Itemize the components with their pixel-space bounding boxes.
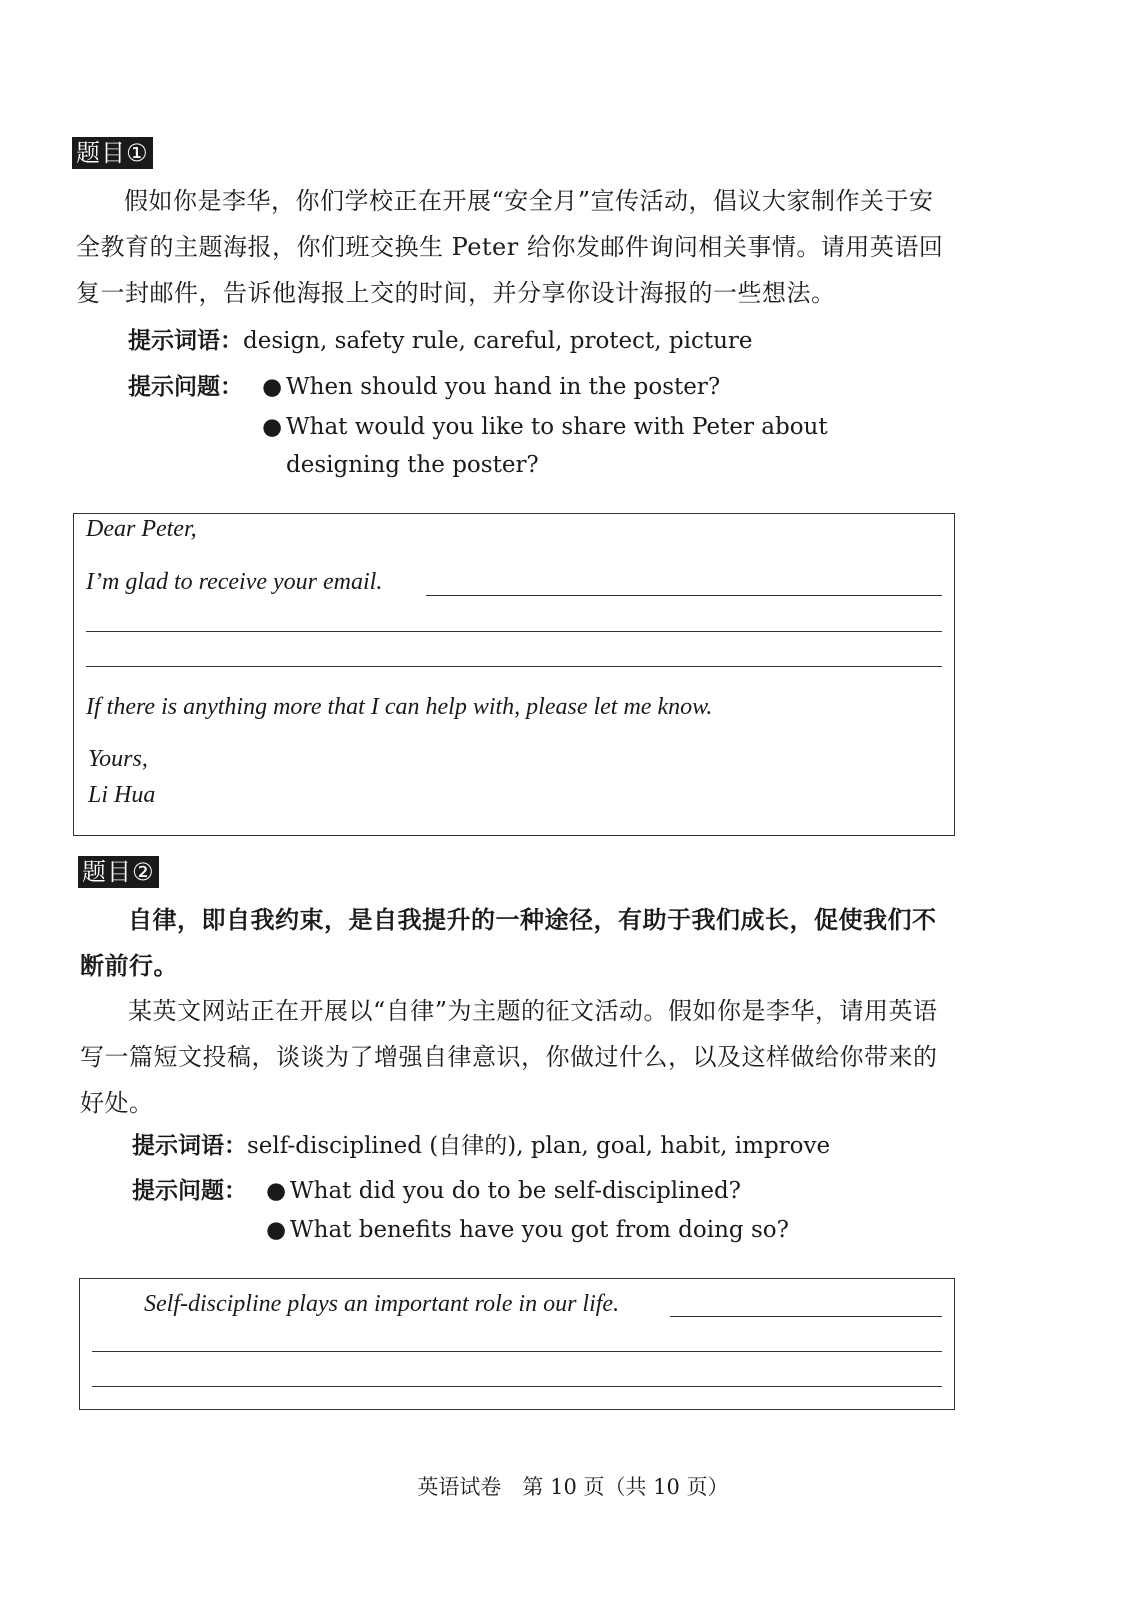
topic1-hint-words	[128, 321, 753, 361]
question-text: What benefits have you got from doing so?	[290, 1217, 789, 1243]
letter-closing: If there is anything more that I can help with, please let me know.	[86, 694, 713, 720]
hint-words-label: 提示词语：	[132, 1133, 247, 1159]
topic1-question-1	[262, 368, 942, 406]
topic2-paragraph: 某英文网站正在开展以“自律”为主题的征文活动。假如你是李华，请用英语写一篇短文投稿，谈谈为了增强自律意识，你做过什么，以及这样做给你带来的好处。	[80, 997, 938, 1117]
letter-signature: Li Hua	[88, 782, 156, 808]
topic1-question-2	[262, 408, 942, 484]
bullet-icon: ●	[266, 1217, 287, 1243]
letter-greeting: Dear Peter,	[86, 516, 197, 542]
writing-line[interactable]	[86, 631, 942, 632]
topic2-hint-questions-label	[132, 1171, 247, 1211]
writing-line[interactable]	[86, 666, 942, 667]
essay-answer-box	[79, 1278, 955, 1410]
topic2-hint-words	[132, 1126, 830, 1166]
bullet-icon: ●	[262, 374, 283, 400]
hint-questions-label: 提示问题：	[132, 1178, 247, 1204]
question-text: What did you do to be self-disciplined?	[290, 1178, 741, 1204]
letter-opening: I’m glad to receive your email.	[86, 569, 383, 595]
bullet-icon: ●	[266, 1178, 287, 1204]
writing-line[interactable]	[92, 1351, 942, 1352]
writing-line[interactable]	[670, 1316, 942, 1317]
topic2-tag: 题目②	[78, 856, 159, 888]
topic1-paragraph: 假如你是李华，你们学校正在开展“安全月”宣传活动，倡议大家制作关于安全教育的主题海报，你们班交换生 Peter 给你发邮件询问相关事情。请用英语回复一封邮件，告诉他海报上交的时间，并分享你设计海报的一些想法。	[76, 187, 944, 307]
letter-signoff: Yours,	[88, 746, 148, 772]
hint-words-text: self-disciplined (自律的), plan, goal, habit, improve	[247, 1133, 831, 1159]
hint-words-label: 提示词语：	[128, 328, 243, 354]
topic2-question-2	[266, 1211, 946, 1249]
essay-opening: Self-discipline plays an important role in our life.	[144, 1291, 620, 1317]
letter-answer-box	[73, 513, 955, 836]
writing-line[interactable]	[426, 595, 942, 596]
topic2-question-1	[266, 1172, 946, 1210]
question-text: What would you like to share with Peter about designing the poster?	[286, 414, 828, 478]
bullet-icon: ●	[262, 414, 283, 440]
hint-words-text: design, safety rule, careful, protect, picture	[243, 328, 753, 354]
topic2-intro-paragraph: 自律，即自我约束，是自我提升的一种途径，有助于我们成长，促使我们不断前行。	[80, 905, 937, 980]
hint-questions-label: 提示问题：	[128, 374, 243, 400]
topic1-hint-questions-label	[128, 367, 243, 407]
question-text: When should you hand in the poster?	[286, 374, 721, 400]
writing-line[interactable]	[92, 1386, 942, 1387]
topic1-tag: 题目①	[72, 137, 153, 169]
page-footer: 英语试卷 第 10 页（共 10 页）	[417, 1475, 729, 1499]
